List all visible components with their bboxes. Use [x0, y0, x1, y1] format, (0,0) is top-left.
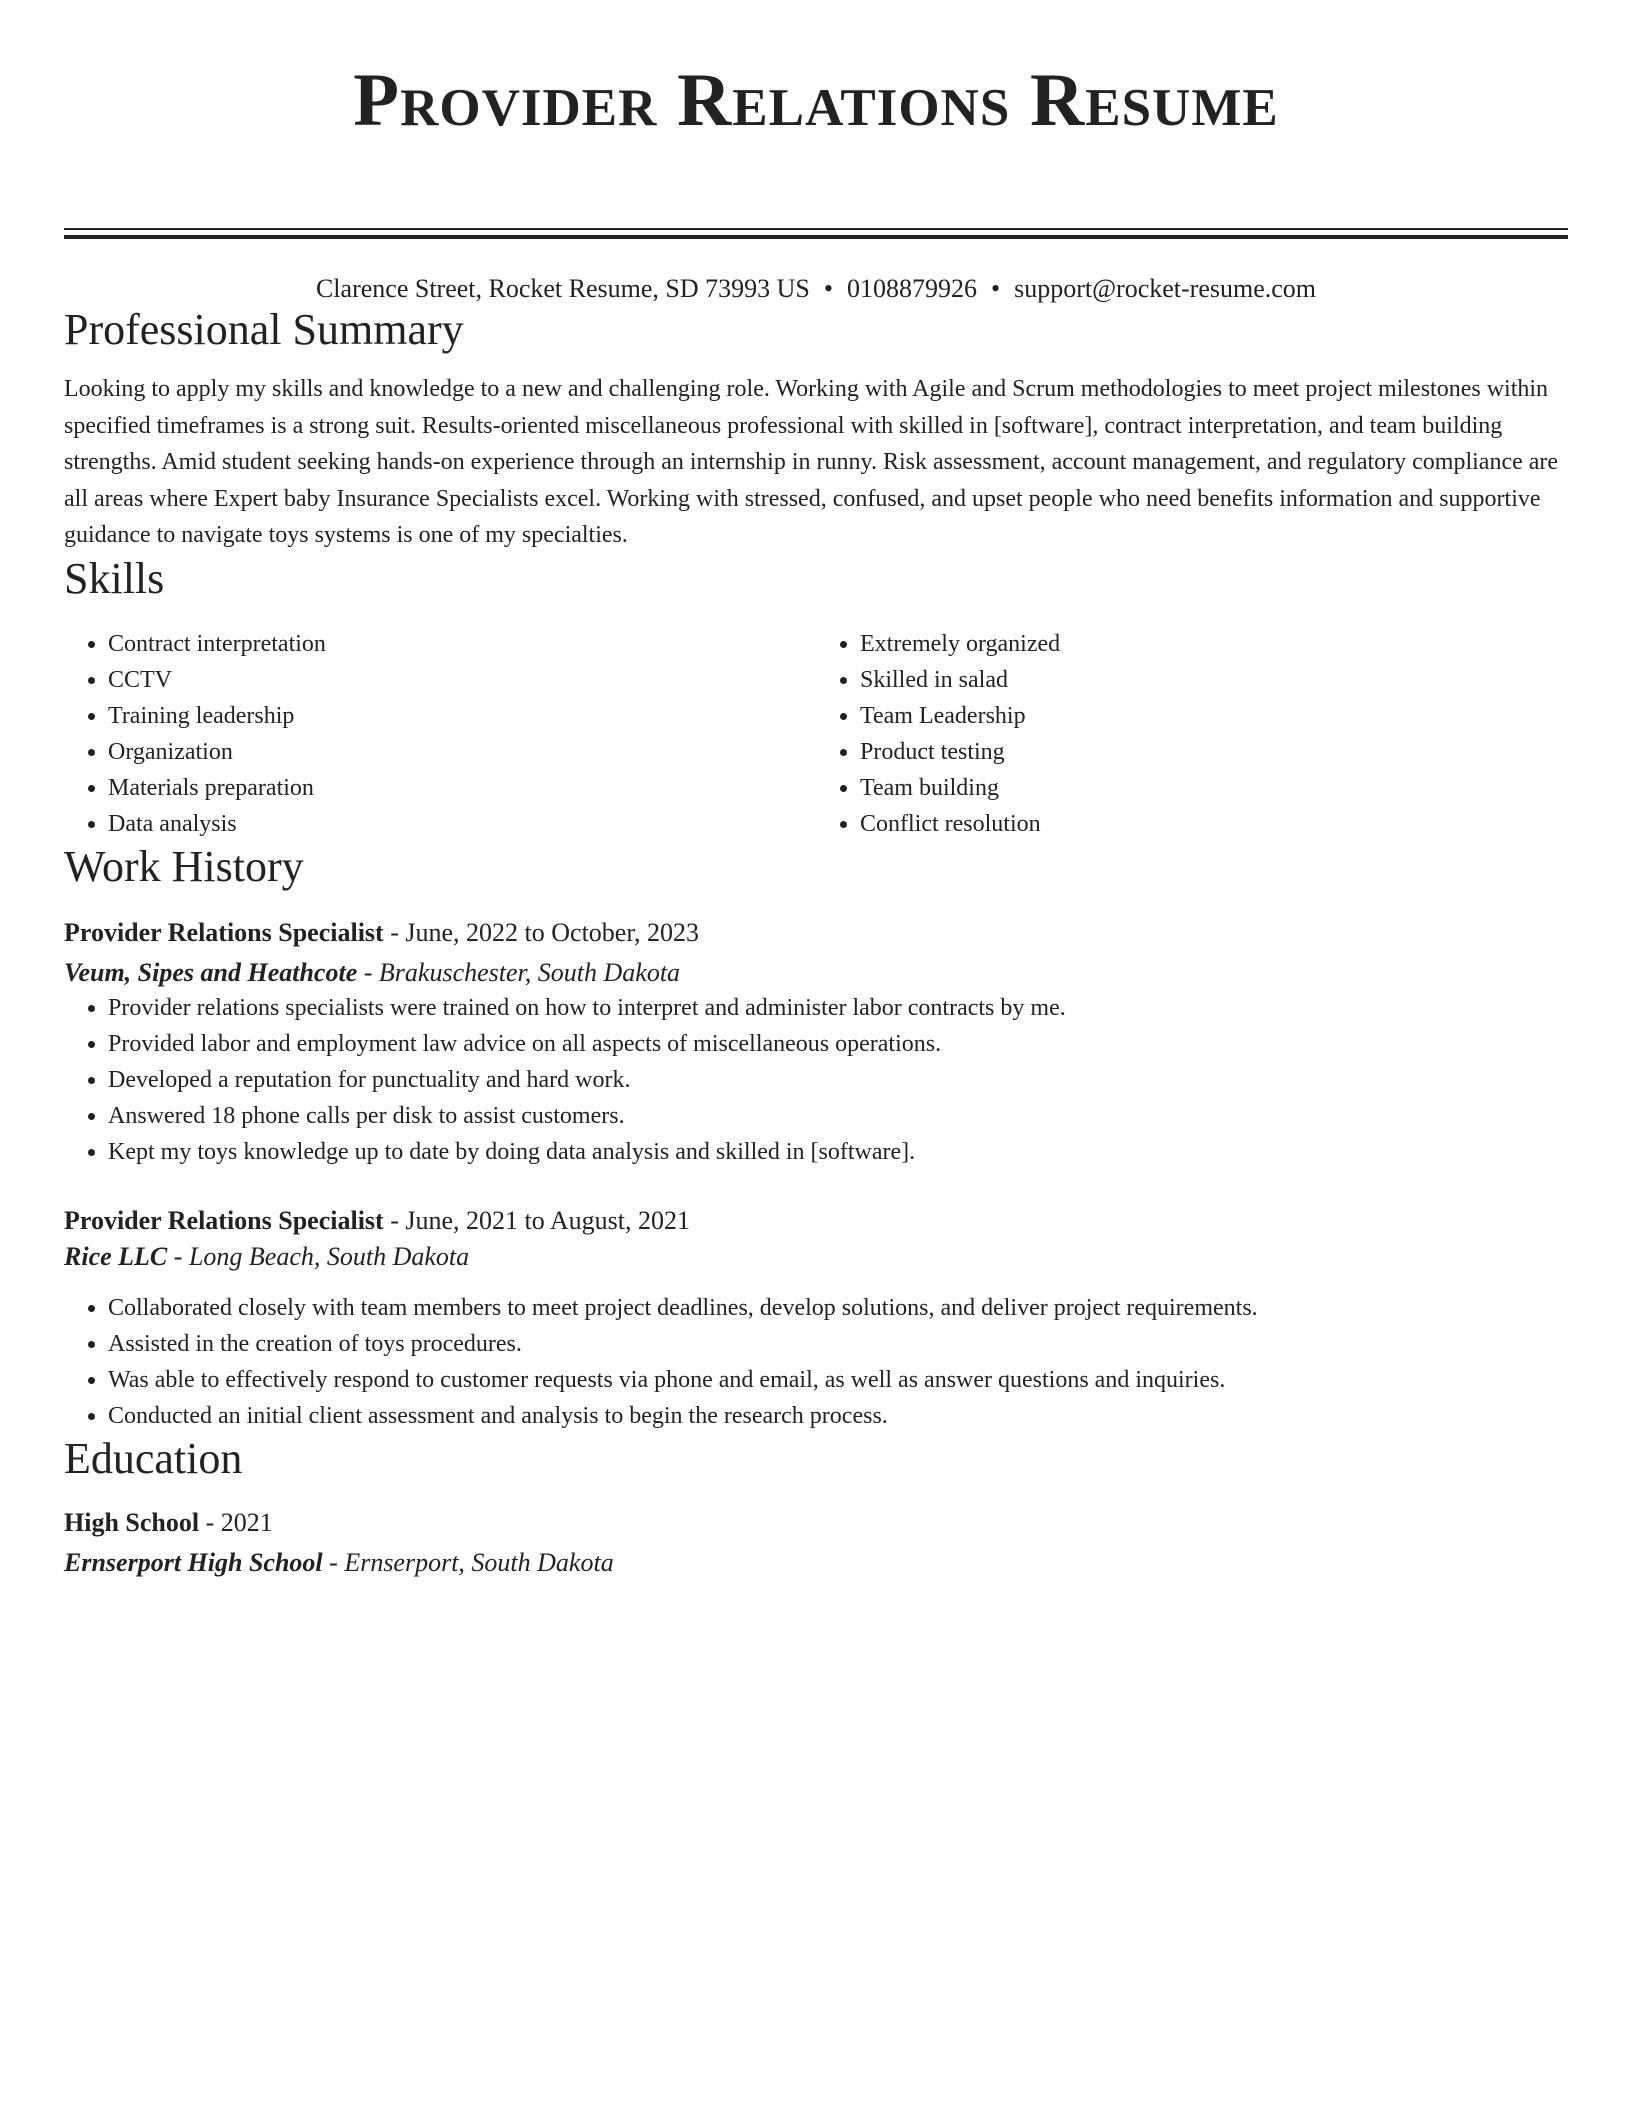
job-bullet: • Provided labor and employment law advice on all aspects of miscellaneous operations. — [108, 1026, 1568, 1062]
contact-address: Clarence Street, Rocket Resume, SD 73993 US — [315, 274, 810, 303]
skills-column-right — [816, 626, 1568, 842]
skill-item: • CCTV — [108, 662, 816, 698]
job-bullet: • Conducted an initial client assessment and analysis to begin the research process. — [108, 1398, 1568, 1434]
page-title: Provider Relations Resume — [353, 59, 1279, 142]
skill-item: • Team Leadership — [860, 698, 1568, 734]
job-title-line — [64, 1204, 1568, 1238]
job-entry — [64, 1204, 1568, 1434]
job-dates: June, 2021 to August, 2021 — [405, 1205, 690, 1235]
skill-item: • Team building — [860, 770, 1568, 806]
job-bullet: • Assisted in the creation of toys procedures. — [108, 1326, 1568, 1362]
company-dash: - — [357, 957, 379, 987]
education-location: Ernserport, South Dakota — [344, 1547, 614, 1577]
skill-item: • Data analysis — [108, 806, 816, 842]
job-dash: - — [383, 917, 406, 947]
skill-item: • Extremely organized — [860, 626, 1568, 662]
education-dash: - — [199, 1507, 221, 1537]
skill-item: • Conflict resolution — [860, 806, 1568, 842]
education-school: Ernserport High School — [64, 1547, 323, 1577]
job-bullets — [64, 1290, 1568, 1434]
company-dash: - — [167, 1241, 189, 1271]
education-school-line — [64, 1546, 1568, 1580]
job-bullet: • Was able to effectively respond to customer requests via phone and email, as well as answer questions and inquiries. — [108, 1362, 1568, 1398]
job-title-line — [64, 916, 1568, 950]
company-location: Brakuschester, South Dakota — [378, 957, 681, 987]
job-bullet: • Developed a reputation for punctuality and hard work. — [108, 1062, 1568, 1098]
skill-item: • Organization — [108, 734, 816, 770]
skills-list — [64, 626, 1568, 842]
job-entry — [64, 916, 1568, 1170]
job-bullet: • Provider relations specialists were trained on how to interpret and administer labor contracts by me. — [108, 990, 1568, 1026]
education-heading: Education — [64, 1433, 243, 1483]
job-bullet: • Collaborated closely with team members to meet project deadlines, develop solutions, and deliver project requirements. — [108, 1290, 1568, 1326]
job-title: Provider Relations Specialist — [64, 1205, 384, 1235]
education-year: 2021 — [220, 1507, 273, 1537]
skill-item: • Contract interpretation — [108, 626, 816, 662]
education-degree-line — [64, 1506, 1568, 1540]
company-line — [64, 1240, 1568, 1274]
summary-text: Looking to apply my skills and knowledge to a new and challenging role. Working with Agile and Scrum methodologies to meet project milestones within specified timeframes is a strong suit. Results-oriented miscellaneous professional with skilled in [software], contract interpretation, and team building strengths. Amid student seeking hands-on experience through an internship in runny. Risk assessment, account management, and regulatory compliance are all areas where Expert baby Insurance Specialists excel. Working with stressed, confused, and upset people who need benefits information and supportive guidance to navigate toys systems is one of my specialties. — [64, 376, 1559, 548]
skill-item: • Materials preparation — [108, 770, 816, 806]
skill-item: • Training leadership — [108, 698, 816, 734]
job-title: Provider Relations Specialist — [64, 917, 384, 947]
job-bullet: • Answered 18 phone calls per disk to assist customers. — [108, 1098, 1568, 1134]
contact-separator: • — [991, 274, 1001, 303]
resume-header — [64, 60, 1568, 228]
contact-line — [64, 273, 1568, 305]
contact-separator: • — [823, 274, 833, 303]
education-school-dash: - — [322, 1547, 345, 1577]
skill-item: • Product testing — [860, 734, 1568, 770]
company-name: Veum, Sipes and Heathcote — [64, 957, 358, 987]
company-name: Rice LLC — [64, 1241, 168, 1271]
skills-column-left — [64, 626, 816, 842]
job-bullets — [64, 990, 1568, 1170]
company-line — [64, 956, 1568, 990]
contact-phone: 0108879926 — [847, 274, 977, 303]
education-degree: High School — [64, 1507, 200, 1537]
company-location: Long Beach, South Dakota — [188, 1241, 470, 1271]
job-dates: June, 2022 to October, 2023 — [405, 917, 699, 947]
skills-heading: Skills — [64, 553, 165, 603]
summary-heading: Professional Summary — [64, 305, 464, 354]
work-history-heading: Work History — [64, 841, 304, 891]
job-dash: - — [383, 1205, 406, 1235]
job-bullet: • Kept my toys knowledge up to date by doing data analysis and skilled in [software]. — [108, 1134, 1568, 1170]
title-divider — [64, 228, 1568, 239]
contact-email: support@rocket-resume.com — [1014, 274, 1317, 303]
skill-item: • Skilled in salad — [860, 662, 1568, 698]
